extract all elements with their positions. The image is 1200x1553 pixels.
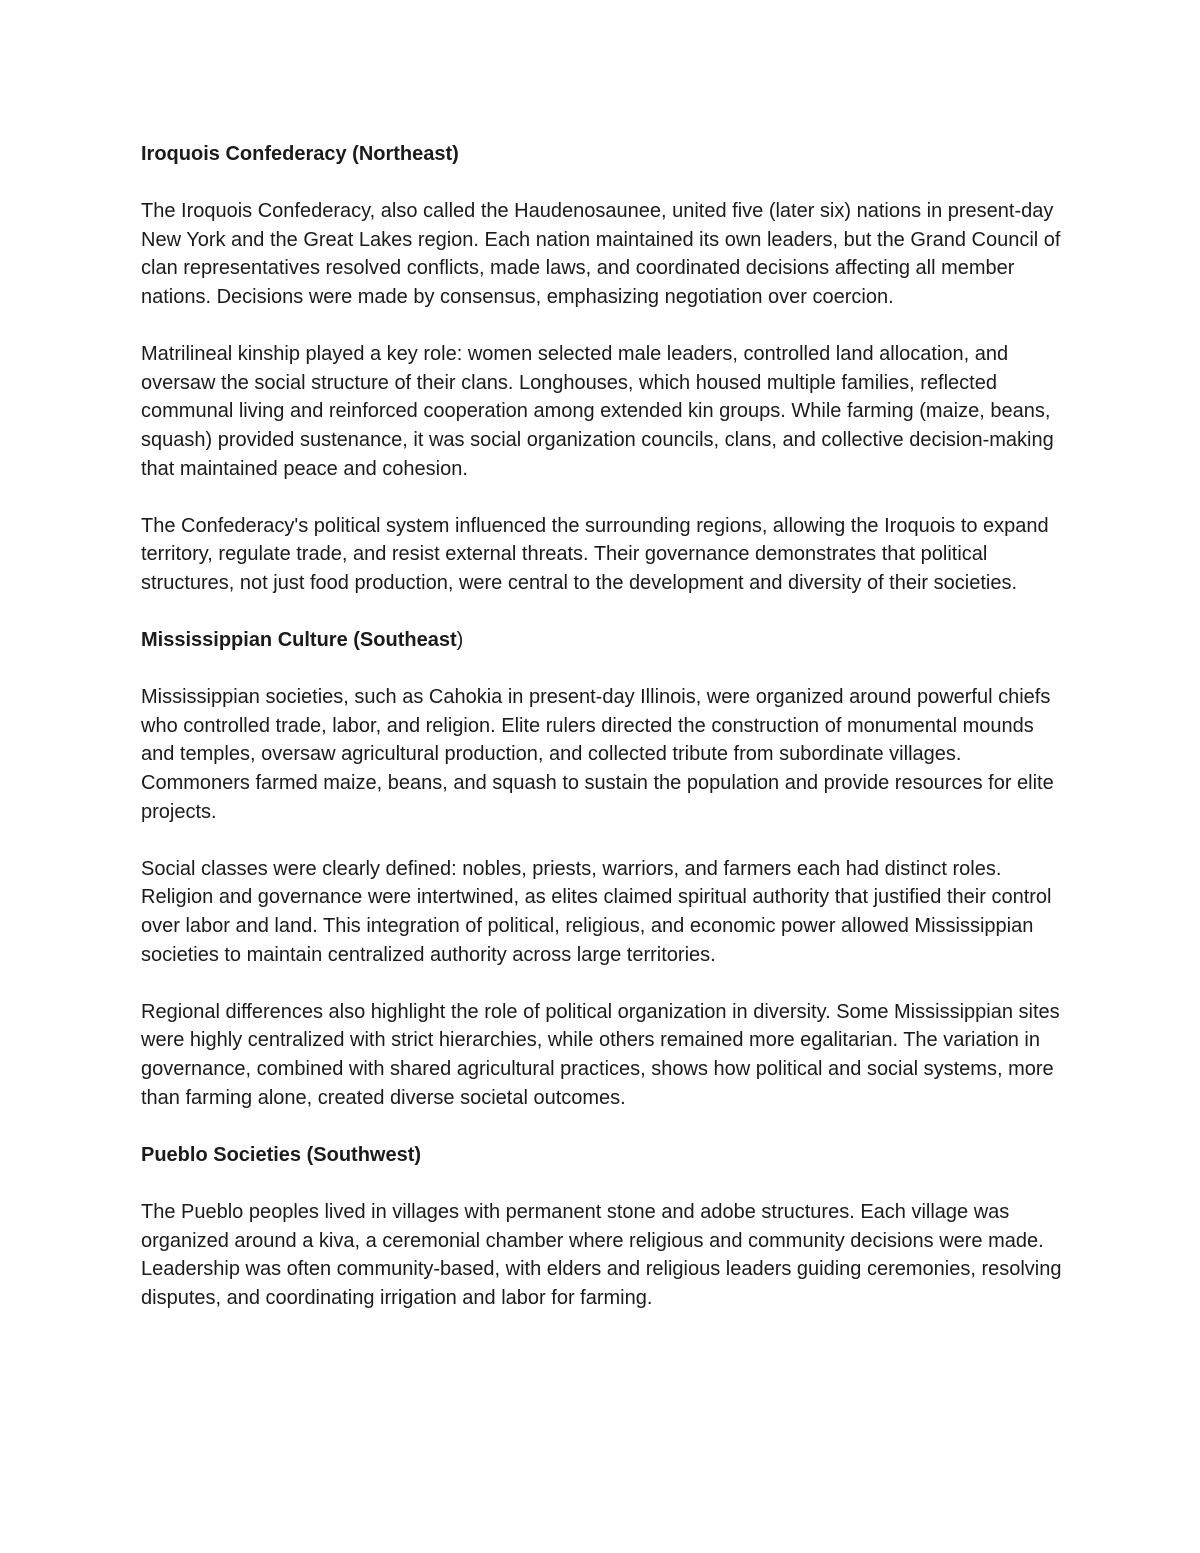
section-heading: Iroquois Confederacy (Northeast) — [141, 143, 459, 165]
document-page — [141, 140, 1066, 1341]
paragraph: The Confederacy's political system influenced the surrounding regions, allowing the Iroquois to expand territory, regulate trade, and resist external threats. Their governance demonstrates that political structures, not just food production, were central to the development and diversity of their societies. — [141, 514, 1049, 594]
section-iroquois — [141, 140, 1066, 598]
section-heading — [141, 626, 1066, 655]
paragraph: Social classes were clearly defined: nobles, priests, warriors, and farmers each had distinct roles. Religion and governance were intertwined, as elites claimed spiritual authority that justified their control over labor and land. This integration of political, religious, and economic power allowed Mississippian societies to maintain centralized authority across large territories. — [141, 857, 1052, 966]
paragraph: The Pueblo peoples lived in villages with permanent stone and adobe structures. Each village was organized around a kiva, a ceremonial chamber where religious and community decisions were made. Leadership was often community-based, with elders and religious leaders guiding ceremonies, resolving disputes, and coordinating irrigation and labor for farming. — [141, 1200, 1062, 1309]
section-heading-close: ) — [456, 629, 464, 652]
paragraph: Regional differences also highlight the role of political organization in diversity. Some Mississippian sites were highly centralized with strict hierarchies, while others remained more egalitarian. The variation in governance, combined with shared agricultural practices, shows how political and social systems, more than farming alone, created diverse societal outcomes. — [141, 1000, 1060, 1109]
paragraph: Matrilineal kinship played a key role: women selected male leaders, controlled land allocation, and oversaw the social structure of their clans. Longhouses, which housed multiple families, reflected communal living and reinforced cooperation among extended kin groups. While farming (maize, beans, squash) provided sustenance, it was social organization councils, clans, and collective decision-making that maintained peace and cohesion. — [141, 343, 1054, 480]
section-heading: Pueblo Societies (Southwest) — [141, 1143, 422, 1166]
section-pueblo — [141, 1141, 1066, 1313]
paragraph: Mississippian societies, such as Cahokia in present-day Illinois, were organized around powerful chiefs who controlled trade, labor, and religion. Elite rulers directed the construction of monumental mounds and temples, oversaw agricultural production, and collected tribute from subordinate villages. Commoners farmed maize, beans, and squash to sustain the population and provide resources for elite projects. — [141, 686, 1054, 823]
section-heading-text: Mississippian Culture (Southeast — [141, 629, 457, 652]
paragraph: The Iroquois Confederacy, also called the Haudenosaunee, united five (later six) nations in present-day New York and the Great Lakes region. Each nation maintained its own leaders, but the Grand Council of clan representatives resolved conflicts, made laws, and coordinated decisions affecting all member nations. Decisions were made by consensus, emphasizing negotiation over coercion. — [141, 200, 1061, 308]
section-mississippian — [141, 626, 1066, 1112]
